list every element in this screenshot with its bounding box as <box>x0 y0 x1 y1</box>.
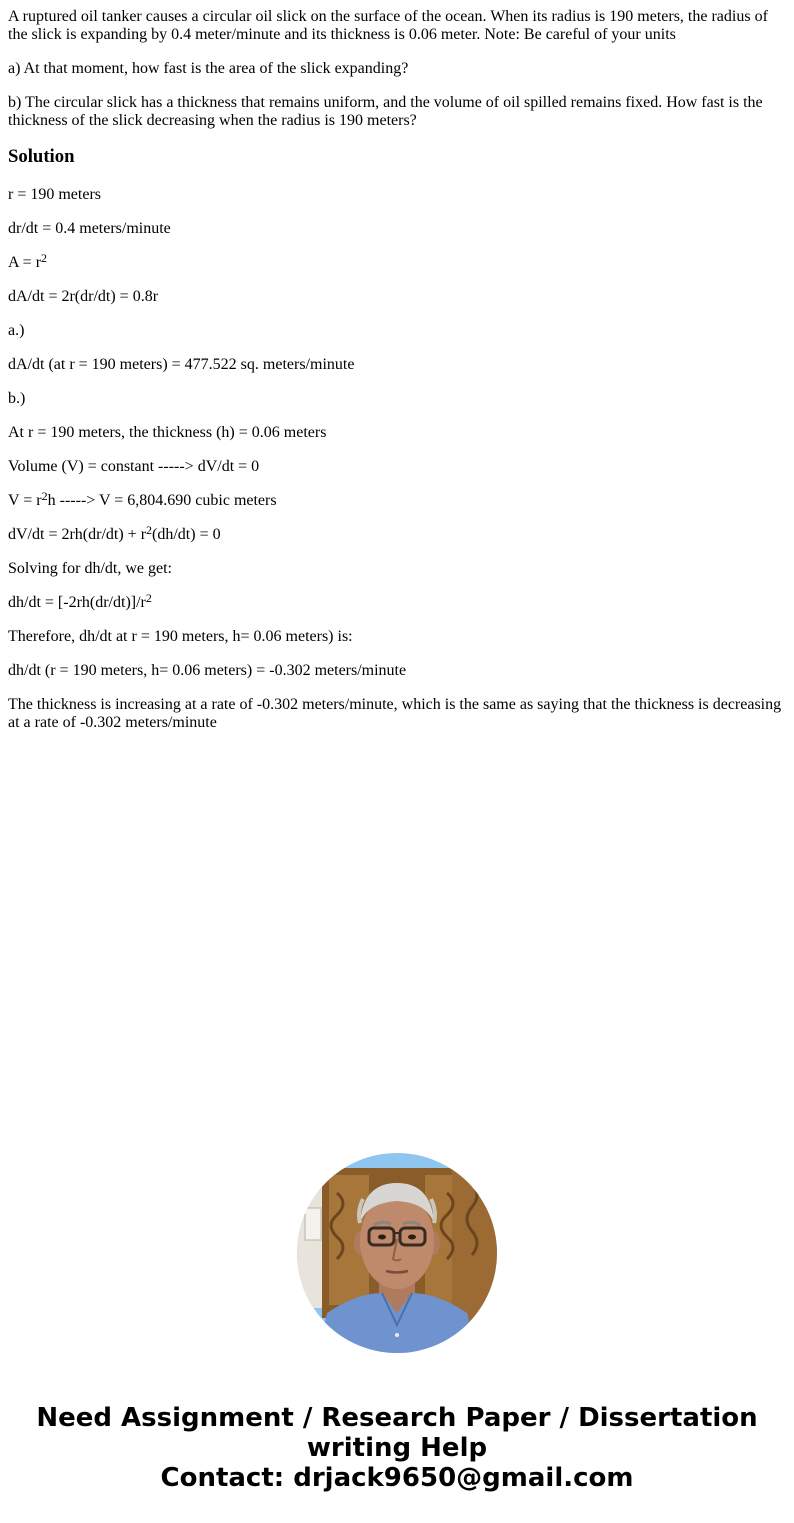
area-formula <box>8 251 786 272</box>
banner-line-1: Need Assignment / Research Paper / Dissertation <box>36 1403 758 1433</box>
question-part-b: b) The circular slick has a thickness that remains uniform, and the volume of oil spilled remains fixed. How fast is the thickness of the slick decreasing when the radius is 190 meters? <box>8 94 763 129</box>
solving-line: Solving for dh/dt, we get: <box>8 560 172 577</box>
conclusion: The thickness is increasing at a rate of -0.302 meters/minute, which is the same as saying that the thickness is decreasing at a rate of -0.302 meters/minute <box>8 696 782 731</box>
drdt-line: dr/dt = 0.4 meters/minute <box>8 220 171 237</box>
part-b-label: b.) <box>8 390 26 407</box>
volume-formula-exponent: 2 <box>41 489 48 503</box>
dvdt-formula-pre: dV/dt = 2rh(dr/dt) + r <box>8 526 147 543</box>
banner-line-2: writing Help <box>306 1433 488 1463</box>
thickness-line: At r = 190 meters, the thickness (h) = 0.06 meters <box>8 424 327 441</box>
dhdt-formula-exponent: 2 <box>145 591 152 605</box>
dvdt-formula <box>8 523 786 544</box>
question-intro: A ruptured oil tanker causes a circular oil slick on the surface of the ocean. When its radius is 190 meters, the radius of the slick is expanding by 0.4 meter/minute and its thickness is 0.06 meter. Note: Be careful of your units <box>8 8 768 43</box>
area-formula-exponent: 2 <box>41 251 48 265</box>
dhdt-answer: dh/dt (r = 190 meters, h= 0.06 meters) = -0.302 meters/minute <box>8 662 407 679</box>
author-portrait-image <box>297 1153 497 1353</box>
area-formula-base: A = r <box>8 254 42 271</box>
contact-banner <box>0 1403 794 1493</box>
dhdt-formula <box>8 591 786 612</box>
dadt-formula: dA/dt = 2r(dr/dt) = 0.8r <box>8 288 159 305</box>
author-avatar <box>297 1153 497 1353</box>
volume-formula-pre: V = r <box>8 492 42 509</box>
banner-contact-email: Contact: drjack9650@gmail.com <box>160 1463 634 1493</box>
part-a-answer: dA/dt (at r = 190 meters) = 477.522 sq. meters/minute <box>8 356 355 373</box>
dvdt-formula-post: (dh/dt) = 0 <box>152 526 221 543</box>
solution-heading: Solution <box>8 146 75 167</box>
therefore-line: Therefore, dh/dt at r = 190 meters, h= 0.06 meters) is: <box>8 628 353 645</box>
volume-constant-line: Volume (V) = constant -----> dV/dt = 0 <box>8 458 260 475</box>
document-body <box>8 8 786 748</box>
dvdt-formula-exponent: 2 <box>146 523 153 537</box>
dhdt-formula-pre: dh/dt = [-2rh(dr/dt)]/r <box>8 594 146 611</box>
radius-line: r = 190 meters <box>8 186 101 203</box>
question-part-a: a) At that moment, how fast is the area of the slick expanding? <box>8 60 409 77</box>
volume-formula <box>8 489 786 510</box>
volume-formula-post: h -----> V = 6,804.690 cubic meters <box>47 492 277 509</box>
part-a-label: a.) <box>8 322 25 339</box>
